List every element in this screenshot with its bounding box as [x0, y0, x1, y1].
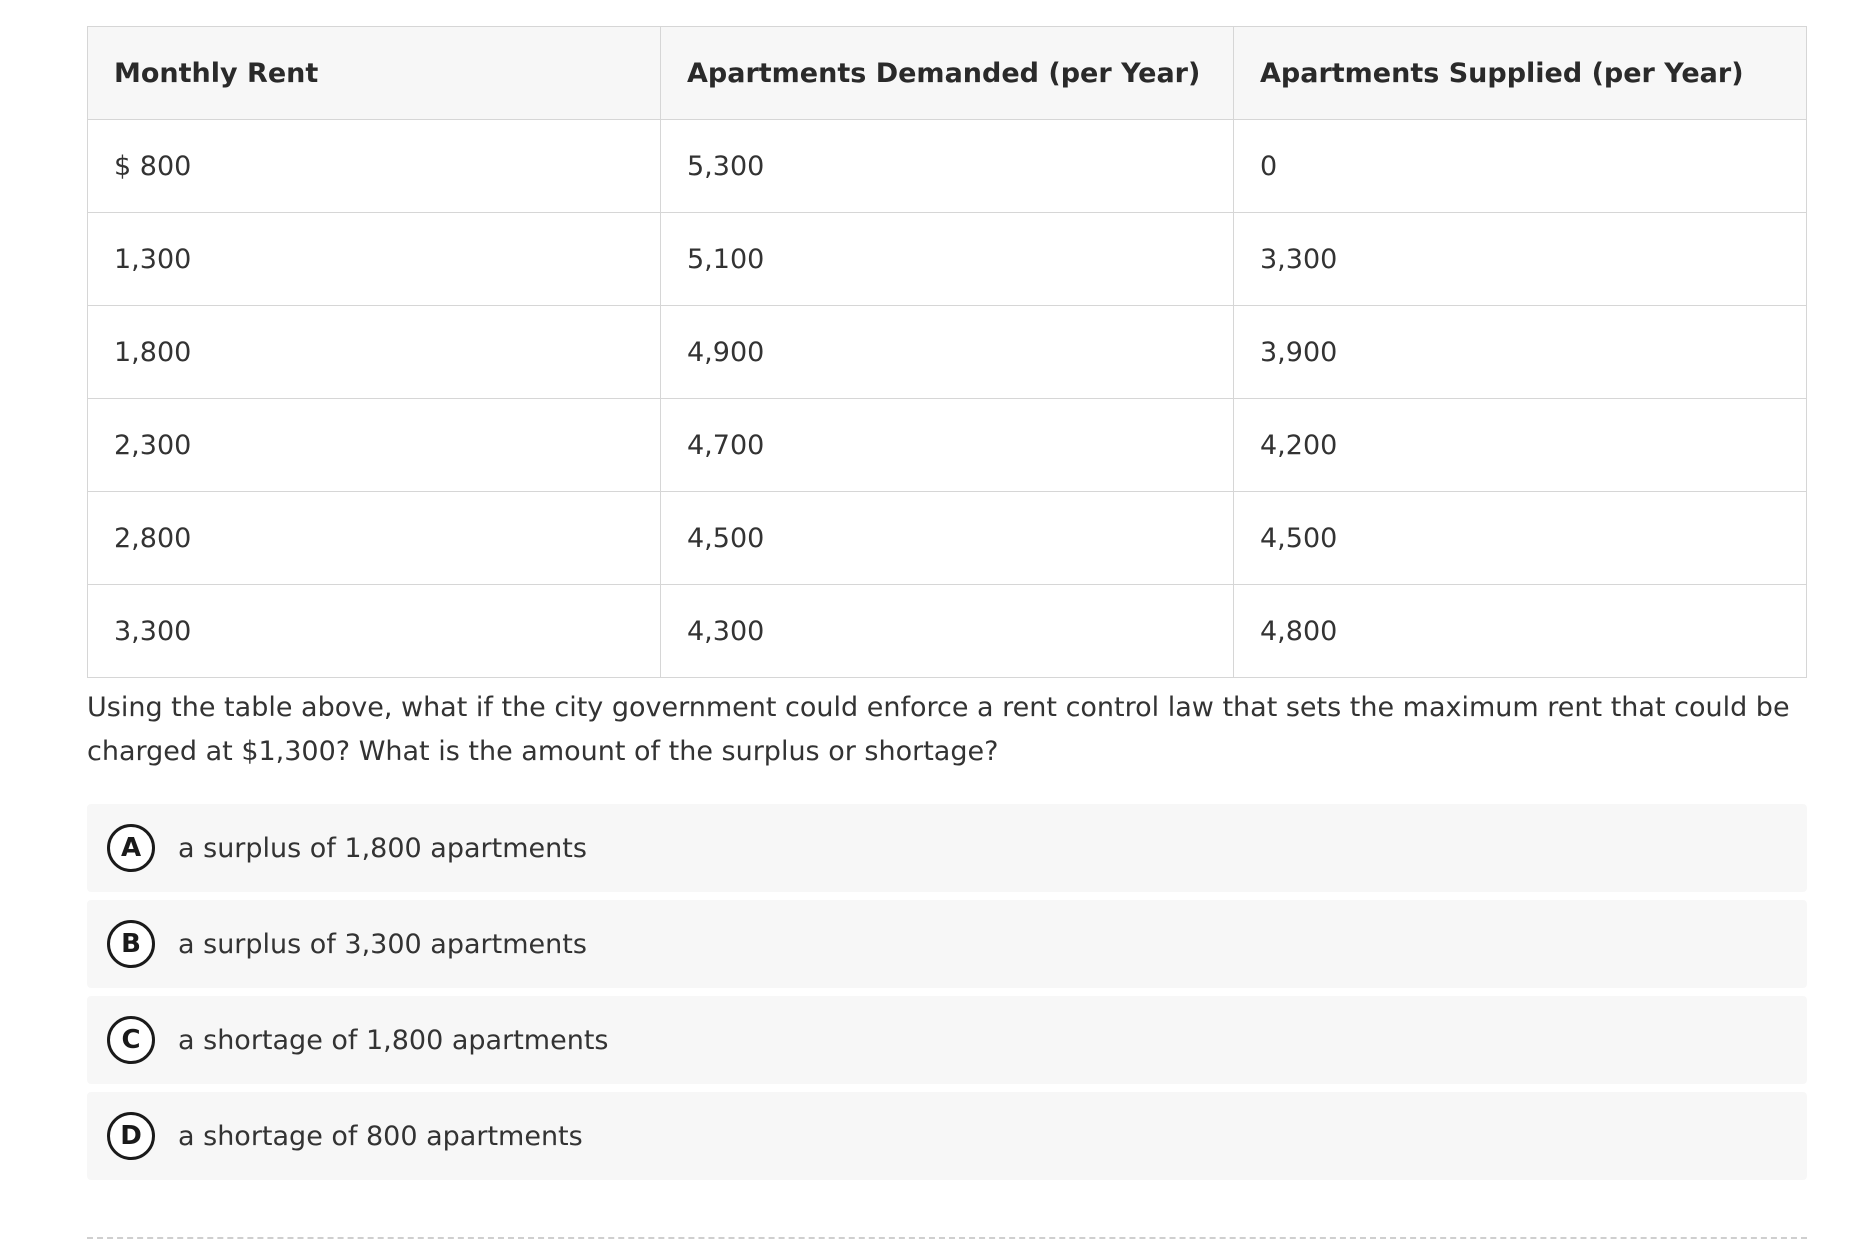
- option-a-text: a surplus of 1,800 apartments: [178, 832, 587, 864]
- demanded-cell: 4,700: [661, 399, 1234, 492]
- table-row: [88, 306, 1807, 399]
- answer-options: [87, 804, 1807, 1180]
- demanded-cell: 4,500: [661, 492, 1234, 585]
- rent-cell: 1,300: [88, 213, 661, 306]
- supplied-cell: 4,200: [1234, 399, 1807, 492]
- demanded-cell: 5,100: [661, 213, 1234, 306]
- option-c-text: a shortage of 1,800 apartments: [178, 1024, 609, 1056]
- question-text: Using the table above, what if the city government could enforce a rent control law that sets the maximum rent that could be charged at $1,300? What is the amount of the surplus or shortage?: [87, 692, 1790, 767]
- rent-cell: $ 800: [88, 120, 661, 213]
- supplied-cell: 4,800: [1234, 585, 1807, 678]
- rent-cell: 2,800: [88, 492, 661, 585]
- rent-cell: 1,800: [88, 306, 661, 399]
- option-a[interactable]: [87, 804, 1807, 892]
- supplied-cell: 3,300: [1234, 213, 1807, 306]
- table-row: [88, 585, 1807, 678]
- supplied-cell: 3,900: [1234, 306, 1807, 399]
- option-b-letter-badge: B: [107, 920, 155, 968]
- option-d-text: a shortage of 800 apartments: [178, 1120, 583, 1152]
- table-header-row: [88, 27, 1807, 120]
- demanded-cell: 4,300: [661, 585, 1234, 678]
- question-card: [87, 26, 1807, 1188]
- rent-cell: 3,300: [88, 585, 661, 678]
- header-apartments-demanded: Apartments Demanded (per Year): [661, 27, 1234, 120]
- table-row: [88, 492, 1807, 585]
- option-d-letter-badge: D: [107, 1112, 155, 1160]
- table-row: [88, 213, 1807, 306]
- supplied-cell: 0: [1234, 120, 1807, 213]
- option-c-letter-badge: C: [107, 1016, 155, 1064]
- option-c[interactable]: [87, 996, 1807, 1084]
- header-apartments-supplied: Apartments Supplied (per Year): [1234, 27, 1807, 120]
- demanded-cell: 4,900: [661, 306, 1234, 399]
- option-d[interactable]: [87, 1092, 1807, 1180]
- table-row: [88, 120, 1807, 213]
- option-a-letter-badge: A: [107, 824, 155, 872]
- rent-cell: 2,300: [88, 399, 661, 492]
- header-monthly-rent: Monthly Rent: [88, 27, 661, 120]
- table-row: [88, 399, 1807, 492]
- section-divider: [87, 1237, 1807, 1239]
- demanded-cell: 5,300: [661, 120, 1234, 213]
- supplied-cell: 4,500: [1234, 492, 1807, 585]
- option-b[interactable]: [87, 900, 1807, 988]
- rent-table: [87, 26, 1807, 678]
- option-b-text: a surplus of 3,300 apartments: [178, 928, 587, 960]
